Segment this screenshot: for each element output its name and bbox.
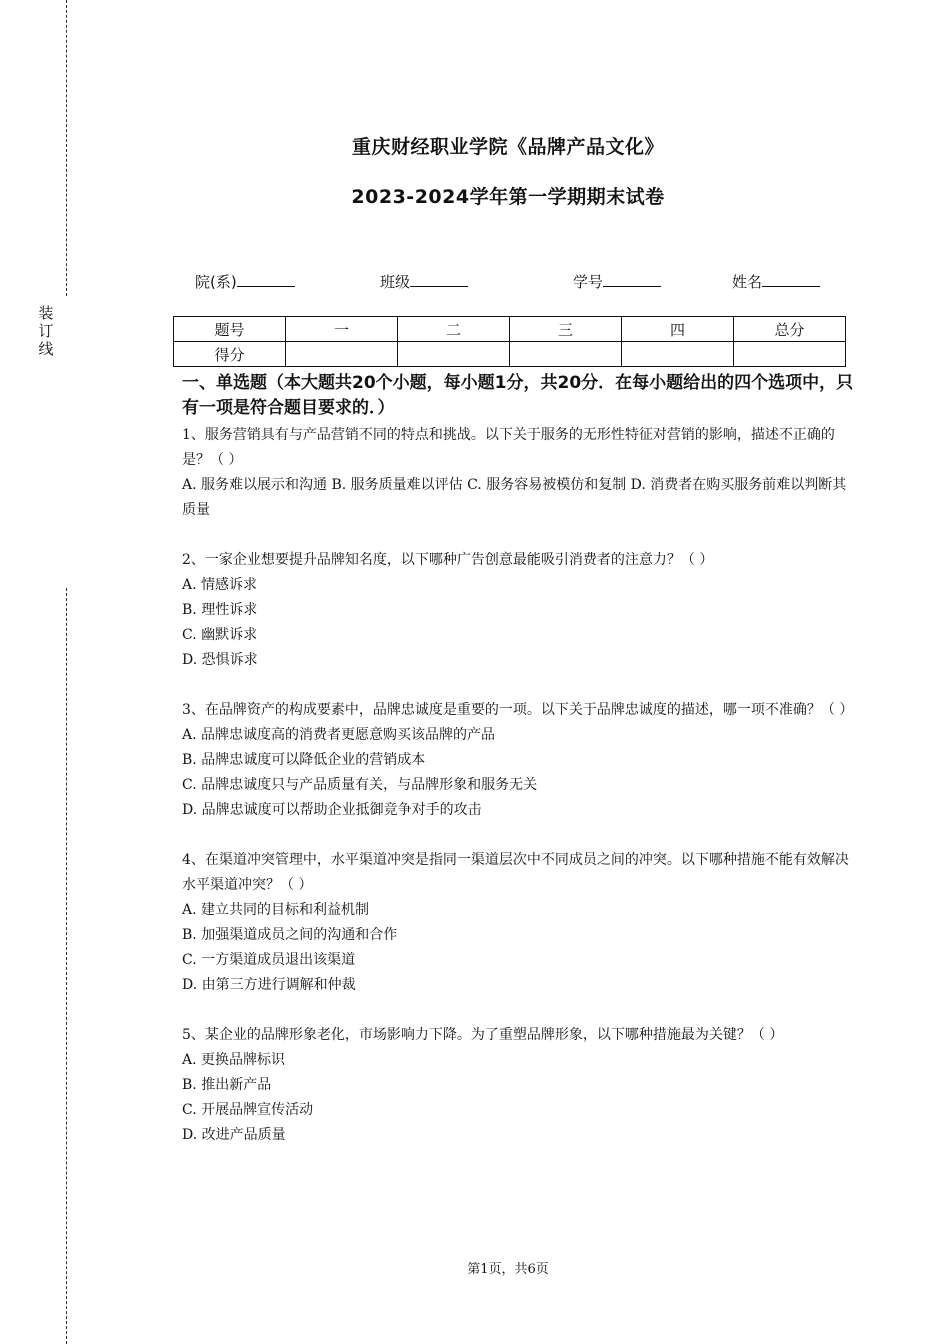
department-label: 院(系) [195,273,237,291]
exam-subtitle: 2023-2024学年第一学期期末试卷 [351,186,665,208]
option-b: B. 推出新产品 [182,1077,272,1093]
score-table [173,316,846,367]
student-id-blank[interactable] [603,270,661,287]
name-field[interactable] [732,270,820,292]
class-field[interactable] [380,270,468,292]
option-b: B. 加强渠道成员之间的沟通和合作 [182,927,398,943]
question-3 [182,698,854,823]
student-info-row [0,270,950,292]
option-c: C. 一方渠道成员退出该渠道 [182,952,356,968]
question-4 [182,848,854,998]
score-table-header-row [174,317,846,342]
department-field[interactable] [195,270,295,292]
option-a: A. 建立共同的目标和利益机制 [182,902,370,918]
class-label: 班级 [380,273,411,291]
option-d: D. 品牌忠诚度可以帮助企业抵御竞争对手的攻击 [182,802,482,818]
question-1 [182,423,854,523]
page-footer: 第1页，共6页 [467,1262,549,1277]
binding-char-2: 订 [38,322,54,340]
score-cell[interactable] [734,342,846,367]
section-heading: 一、单选题（本大题共20个小题，每小题1分，共20分．在每小题给出的四个选项中，只有一项是符合题目要求的．） [182,373,854,418]
question-options: A. 服务难以展示和沟通 B. 服务质量难以评估 C. 服务容易被模仿和复制 D. 消费者在购买服务前难以判断其质量 [182,477,847,518]
option-b: B. 理性诉求 [182,602,258,618]
student-id-label: 学号 [573,273,604,291]
question-stem: 1、服务营销具有与产品营销不同的特点和挑战。以下关于服务的无形性特征对营销的影响，描述不正确的是？（ ） [182,427,835,468]
binding-char-1: 装 [38,304,54,322]
binding-label [36,304,56,358]
question-stem: 3、在品牌资产的构成要素中，品牌忠诚度是重要的一项。以下关于品牌忠诚度的描述，哪一项不准确？（ ） [182,702,854,718]
department-blank[interactable] [237,270,295,287]
option-d: D. 恐惧诉求 [182,652,258,668]
score-cell[interactable] [622,342,734,367]
exam-title: 重庆财经职业学院《品牌产品文化》 [351,136,664,158]
option-c: C. 幽默诉求 [182,627,258,643]
option-d: D. 改进产品质量 [182,1127,286,1143]
question-5 [182,1023,854,1148]
binding-line-bottom [66,588,67,1344]
name-blank[interactable] [762,270,820,287]
score-header-cell: 总分 [734,317,846,342]
score-table-score-row [174,342,846,367]
question-stem: 5、某企业的品牌形象老化，市场影响力下降。为了重塑品牌形象，以下哪种措施最为关键？（ ） [182,1027,784,1043]
score-header-cell: 题号 [174,317,286,342]
option-d: D. 由第三方进行调解和仲裁 [182,977,356,993]
binding-char-3: 线 [38,340,54,358]
class-blank[interactable] [410,270,468,287]
option-a: A. 情感诉求 [182,577,258,593]
question-2 [182,548,854,673]
score-cell[interactable] [286,342,398,367]
name-label: 姓名 [732,273,763,291]
option-a: A. 更换品牌标识 [182,1052,286,1068]
score-row-label: 得分 [174,342,286,367]
score-cell[interactable] [510,342,622,367]
question-stem: 2、一家企业想要提升品牌知名度，以下哪种广告创意最能吸引消费者的注意力？（ ） [182,552,714,568]
exam-content [182,371,854,1173]
option-a: A. 品牌忠诚度高的消费者更愿意购买该品牌的产品 [182,727,496,743]
option-b: B. 品牌忠诚度可以降低企业的营销成本 [182,752,426,768]
option-c: C. 品牌忠诚度只与产品质量有关，与品牌形象和服务无关 [182,777,538,793]
option-c: C. 开展品牌宣传活动 [182,1102,314,1118]
score-header-cell: 四 [622,317,734,342]
score-header-cell: 二 [398,317,510,342]
student-id-field[interactable] [573,270,661,292]
score-header-cell: 一 [286,317,398,342]
score-header-cell: 三 [510,317,622,342]
score-cell[interactable] [398,342,510,367]
question-stem: 4、在渠道冲突管理中，水平渠道冲突是指同一渠道层次中不同成员之间的冲突。以下哪种措施不能有效解决水平渠道冲突？（ ） [182,852,849,893]
